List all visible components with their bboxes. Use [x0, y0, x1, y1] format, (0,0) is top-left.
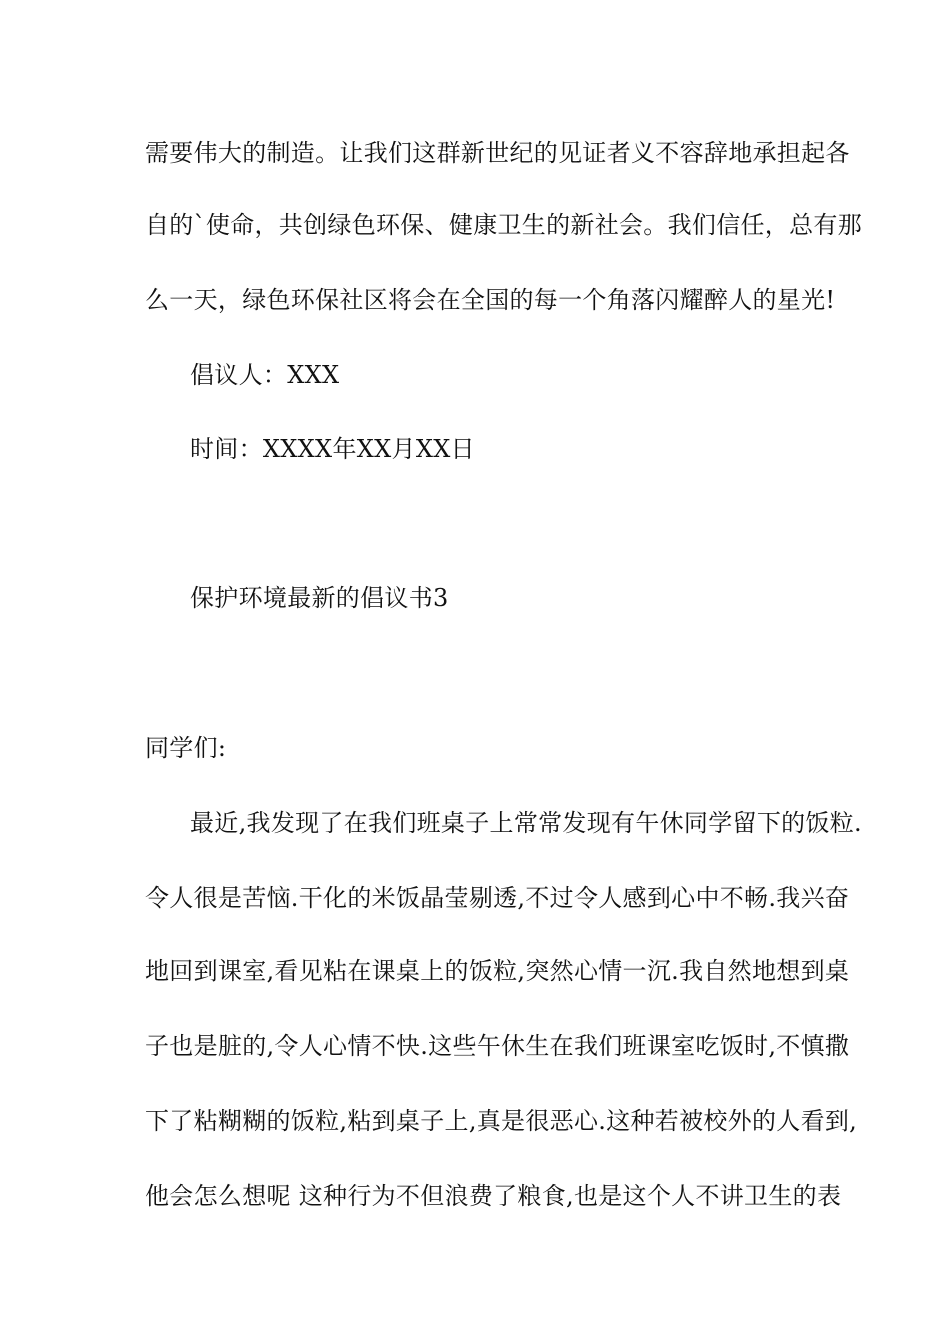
paragraph-line: 令人很是苦恼.干化的米饭晶莹剔透,不过令人感到心中不畅.我兴奋 — [145, 884, 850, 912]
paragraph-line: 下了粘糊糊的饭粒,粘到桌子上,真是很恶心.这种若被校外的人看到, — [145, 1107, 858, 1135]
date-line: 时间：XXXX年XX月XX日 — [190, 435, 475, 463]
paragraph-line: 么一天，绿色环保社区将会在全国的每一个角落闪耀醉人的星光! — [145, 286, 836, 314]
paragraph-line: 地回到课室,看见粘在课桌上的饭粒,突然心情一沉.我自然地想到桌 — [145, 957, 850, 985]
paragraph-line: 子也是脏的,令人心情不快.这些午休生在我们班课室吃饭时,不慎撒 — [145, 1032, 850, 1060]
salutation: 同学们: — [145, 734, 227, 762]
paragraph-line: 最近,我发现了在我们班桌子上常常发现有午休同学留下的饭粒. — [190, 809, 862, 837]
paragraph-line: 自的`使命，共创绿色环保、健康卫生的新社会。我们信任，总有那 — [145, 211, 862, 239]
section-title: 保护环境最新的倡议书3 — [190, 584, 449, 612]
proposer-line: 倡议人：XXX — [190, 361, 340, 389]
paragraph-line: 他会怎么想呢 这种行为不但浪费了粮食,也是这个人不讲卫生的表 — [145, 1182, 842, 1210]
paragraph-line: 需要伟大的制造。让我们这群新世纪的见证者义不容辞地承担起各 — [145, 139, 850, 167]
